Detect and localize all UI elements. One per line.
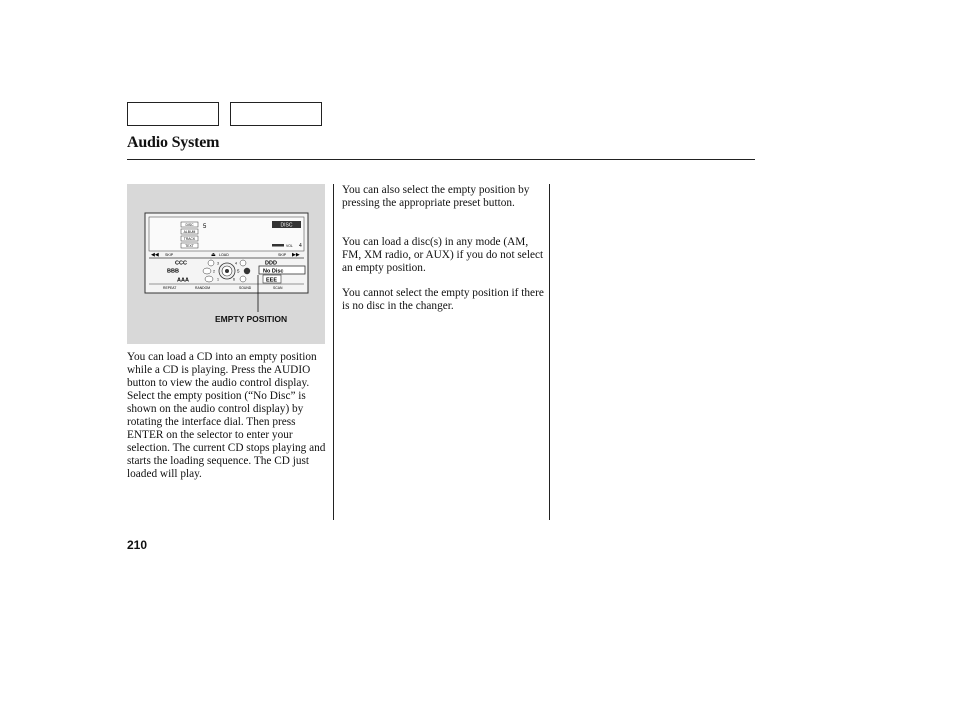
slot-indicator-4 bbox=[240, 260, 246, 266]
middle-paragraph-2: You can load a disc(s) in any mode (AM, FM, XM radio, or AUX) if you do not select an empty position. bbox=[342, 236, 544, 274]
volume-label: VOL bbox=[286, 244, 293, 248]
slot-number-6: 6 bbox=[233, 277, 235, 282]
column-divider-2 bbox=[549, 184, 550, 520]
random-label: RANDOM bbox=[195, 286, 211, 290]
eject-icon: ⏏ bbox=[211, 252, 216, 258]
slot-number-5: 5 bbox=[237, 268, 240, 274]
skip-right-label: SKIP bbox=[278, 253, 287, 257]
middle-paragraph-1: You can also select the empty position by pressing the appropriate preset button. bbox=[342, 184, 530, 209]
column-divider-1 bbox=[333, 184, 334, 520]
slot-number-4: 4 bbox=[235, 261, 237, 266]
volume-bar bbox=[272, 244, 284, 247]
header-tab-box-2 bbox=[230, 102, 322, 126]
repeat-label: REPEAT bbox=[163, 286, 177, 290]
preset-eee: EEE bbox=[266, 277, 278, 284]
section-title: Audio System bbox=[127, 134, 220, 151]
mode-badge-label: DISC bbox=[280, 222, 293, 229]
sound-label: SOUND bbox=[239, 286, 252, 290]
slot-indicator-2 bbox=[203, 268, 211, 274]
audio-display-figure bbox=[127, 184, 325, 344]
preset-aaa: AAA bbox=[177, 277, 189, 284]
skip-back-icon: ◀◀ bbox=[151, 252, 159, 258]
skip-left-label: SKIP bbox=[165, 253, 174, 257]
mode-button-track-label: TRACK bbox=[183, 237, 196, 241]
disc-number: 5 bbox=[203, 224, 207, 230]
preset-ccc: CCC bbox=[175, 260, 187, 267]
slot-number-3: 3 bbox=[217, 261, 219, 266]
preset-ddd: DDD bbox=[265, 260, 277, 267]
header-rule bbox=[127, 159, 755, 160]
mode-button-disc-label: DISC bbox=[185, 223, 194, 227]
slot-indicator-3 bbox=[208, 260, 214, 266]
preset-no-disc: No Disc bbox=[263, 268, 284, 275]
load-label: LOAD bbox=[219, 253, 229, 257]
slot-indicator-5 bbox=[244, 268, 250, 274]
mode-button-text-label: TEXT bbox=[185, 244, 194, 248]
header-tab-box-1 bbox=[127, 102, 219, 126]
page-number: 210 bbox=[127, 538, 148, 552]
skip-forward-icon: ▶▶ bbox=[292, 252, 300, 258]
left-column-paragraph: You can load a CD into an empty position while a CD is playing. Press the AUDIO button to view the audio control display. Select the empty position (“No Disc” is shown on the audio control display) by rotating the interface dial. Then press ENTER on the selector to enter your selection. The current CD stops playing and starts the loading sequence. The CD just loaded will play. bbox=[127, 351, 326, 480]
scan-label: SCAN bbox=[273, 286, 283, 290]
volume-value: 4 bbox=[299, 243, 302, 249]
middle-paragraph-3: You cannot select the empty position if there is no disc in the changer. bbox=[342, 287, 544, 312]
slot-number-2: 2 bbox=[213, 269, 215, 274]
slot-indicator-6 bbox=[240, 276, 246, 282]
preset-bbb: BBB bbox=[167, 268, 179, 275]
mode-button-album-label: ALBUM bbox=[183, 230, 196, 234]
slot-number-1: 1 bbox=[217, 277, 219, 282]
slot-indicator-1 bbox=[205, 276, 213, 282]
figure-callout-label: EMPTY POSITION bbox=[215, 314, 288, 324]
